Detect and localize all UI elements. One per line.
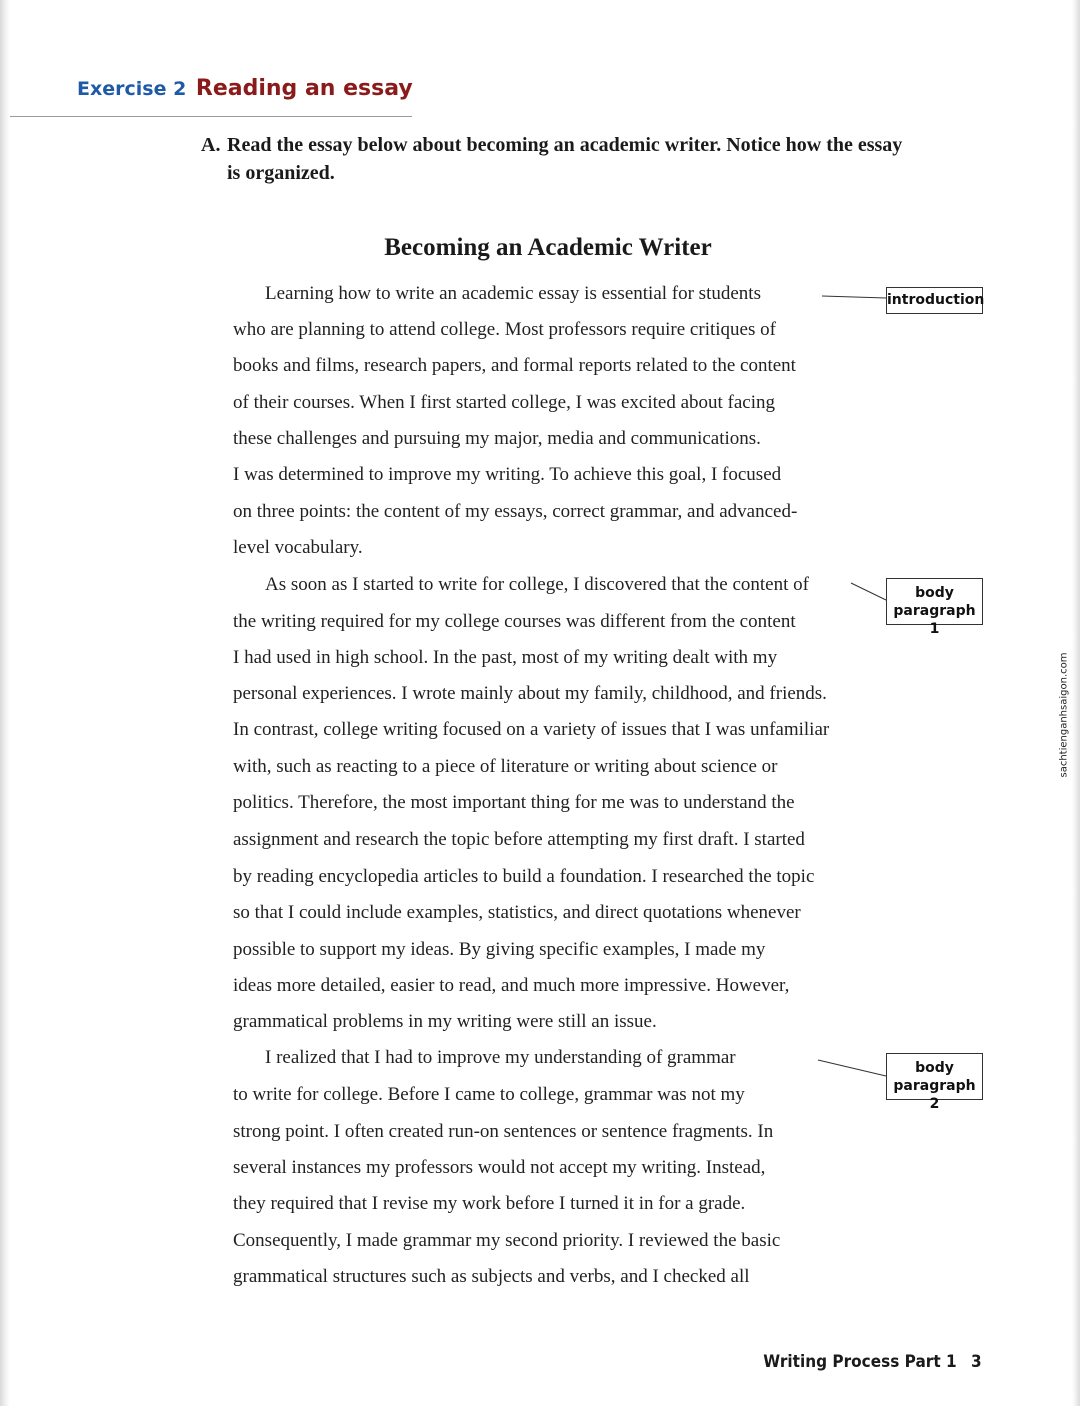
essay-line: the writing required for my college courses was different from the content [233,611,796,632]
essay-line: possible to support my ideas. By giving specific examples, I made my [233,939,766,960]
essay-line: I had used in high school. In the past, most of my writing dealt with my [233,647,778,668]
essay-line: assignment and research the topic before attempting my first draft. I started [233,829,805,850]
page-number: 3 [971,1352,982,1372]
essay-line: to write for college. Before I came to college, grammar was not my [233,1084,745,1105]
essay-line: I was determined to improve my writing. To achieve this goal, I focused [233,464,782,485]
label-introduction-text: introduction [887,292,985,308]
essay-line: ideas more detailed, easier to read, and much more impressive. However, [233,975,790,996]
label-body-1-line-2: paragraph 1 [893,603,976,637]
essay-line: Learning how to write an academic essay is essential for students [265,283,761,304]
essay-line: they required that I revise my work before I turned it in for a grade. [233,1193,746,1214]
label-body-2-line-1: body [915,1060,954,1076]
essay-title: Becoming an Academic Writer [384,234,712,261]
label-body-paragraph-1 [886,578,983,637]
essay-line: In contrast, college writing focused on a variety of issues that I was unfamiliar [233,719,830,740]
essay-line: several instances my professors would not accept my writing. Instead, [233,1157,766,1178]
footer-section: Writing Process Part 1 [763,1352,957,1372]
label-body-2-line-2: paragraph 2 [893,1078,976,1112]
exercise-title: Reading an essay [195,76,413,101]
label-introduction [886,287,983,314]
label-body-1-line-1: body [915,585,954,601]
essay-line: level vocabulary. [233,537,363,558]
essay-line: grammatical problems in my writing were still an issue. [233,1011,657,1032]
essay-line: personal experiences. I wrote mainly about my family, childhood, and friends. [233,683,827,704]
essay-line: on three points: the content of my essays, correct grammar, and advanced- [233,501,798,522]
essay-line: these challenges and pursuing my major, media and communications. [233,428,761,449]
label-body-paragraph-2 [886,1053,983,1112]
essay-line: who are planning to attend college. Most professors require critiques of [233,319,776,340]
essay-line: Consequently, I made grammar my second priority. I reviewed the basic [233,1230,781,1251]
essay-line: I realized that I had to improve my understanding of grammar [265,1047,736,1068]
essay-line: of their courses. When I first started college, I was excited about facing [233,392,776,413]
essay-line: with, such as reacting to a piece of literature or writing about science or [233,756,778,777]
leader-body-1 [851,583,886,600]
essay-line: strong point. I often created run-on sentences or sentence fragments. In [233,1121,774,1142]
leader-introduction [822,296,886,298]
instruction-letter: A. [201,134,221,156]
essay-line: books and films, research papers, and formal reports related to the content [233,355,796,376]
watermark: sachtienganhsaigon.com [1058,652,1070,778]
instruction-line-2: is organized. [227,162,335,184]
essay-line: by reading encyclopedia articles to build a foundation. I researched the topic [233,866,815,887]
page-footer [764,1352,982,1372]
essay-line: so that I could include examples, statistics, and direct quotations whenever [233,902,801,923]
essay-line: As soon as I started to write for college, I discovered that the content of [265,574,809,595]
exercise-label: Exercise 2 [77,78,187,100]
instruction-line-1: Read the essay below about becoming an academic writer. Notice how the essay [227,134,903,156]
essay-line: grammatical structures such as subjects and verbs, and I checked all [233,1266,750,1287]
essay-line: politics. Therefore, the most important thing for me was to understand the [233,792,795,813]
leader-body-2 [818,1060,886,1076]
